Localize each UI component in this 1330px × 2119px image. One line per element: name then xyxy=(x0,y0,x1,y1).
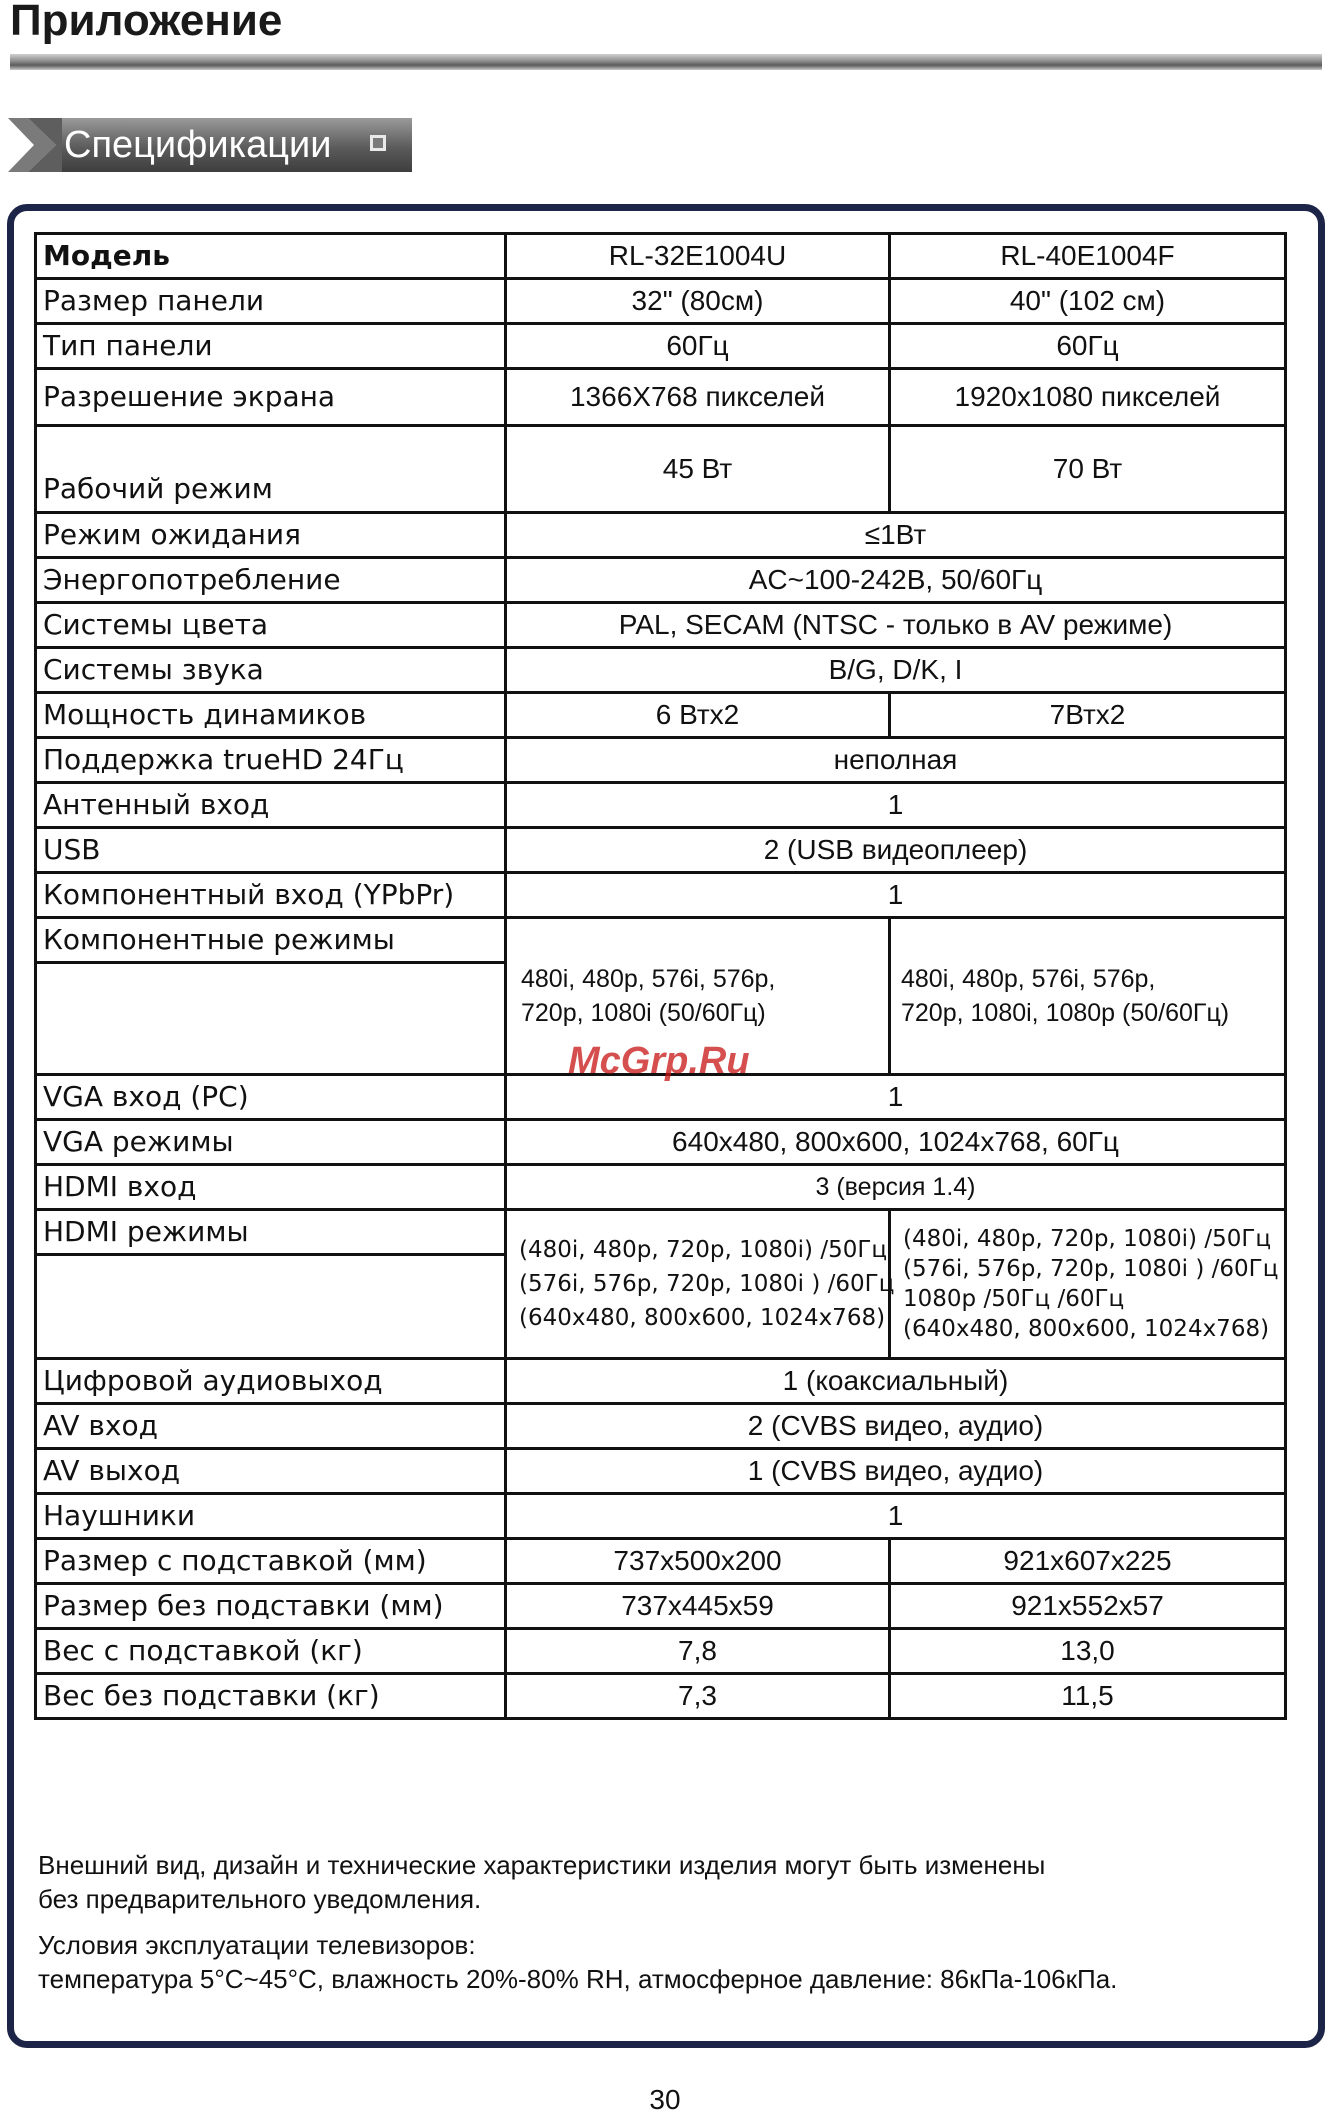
value-a: 1366X768 пикселей xyxy=(506,369,890,426)
hdmi-modes-label: HDMI режимы xyxy=(37,1211,504,1256)
row-label: Системы звука xyxy=(36,648,506,693)
value: 3 (версия 1.4) xyxy=(506,1165,1286,1210)
value-b xyxy=(890,1210,1286,1359)
row-label: Мощность динамиков xyxy=(36,693,506,738)
value-b: 921x552x57 xyxy=(890,1584,1286,1629)
mode-line: 480i, 480p, 576i, 576p, xyxy=(901,965,1156,993)
row-label: Вес без подставки (кг) xyxy=(36,1674,506,1719)
row-label: Размер без подставки (мм) xyxy=(36,1584,506,1629)
value: 1 xyxy=(506,1075,1286,1120)
row-label: Тип панели xyxy=(36,324,506,369)
value: 1 (CVBS видео, аудио) xyxy=(506,1449,1286,1494)
row-label: Размер панели xyxy=(36,279,506,324)
table-row xyxy=(36,279,1286,324)
row-label: Режим ожидания xyxy=(36,513,506,558)
mode-line: 720p, 1080i, 1080p (50/60Гц) xyxy=(901,999,1230,1027)
value-b xyxy=(890,918,1286,1075)
square-icon xyxy=(370,135,386,151)
table-row xyxy=(36,1629,1286,1674)
row-label: Цифровой аудиовыход xyxy=(36,1359,506,1404)
row-label: Поддержка trueHD 24Гц xyxy=(36,738,506,783)
table-row xyxy=(36,324,1286,369)
conditions-title: Условия эксплуатации телевизоров: xyxy=(38,1930,476,1960)
title-rule xyxy=(10,54,1322,70)
value: B/G, D/K, I xyxy=(506,648,1286,693)
value: 2 (USB видеоплеер) xyxy=(506,828,1286,873)
value-b: 70 Вт xyxy=(890,426,1286,513)
spec-table xyxy=(34,232,1287,1720)
mode-line: 1080p /50Гц /60Гц xyxy=(903,1286,1125,1312)
row-label: Антенный вход xyxy=(36,783,506,828)
row-label: Разрешение экрана xyxy=(36,369,506,426)
value: PAL, SECAM (NTSC - только в AV режиме) xyxy=(506,603,1286,648)
table-row xyxy=(36,1539,1286,1584)
page-title: Приложение xyxy=(10,0,283,45)
table-row xyxy=(36,1120,1286,1165)
value-a xyxy=(506,1210,895,1359)
row-label: AV вход xyxy=(36,1404,506,1449)
table-row xyxy=(36,1359,1286,1404)
value: неполная xyxy=(506,738,1286,783)
model-label: Модель xyxy=(36,234,506,279)
mode-line: (640x480, 800x600, 1024x768) xyxy=(519,1305,886,1331)
table-row xyxy=(36,783,1286,828)
value: 640x480, 800x600, 1024x768, 60Гц xyxy=(506,1120,1286,1165)
value: 1 xyxy=(506,1494,1286,1539)
mode-line: 720p, 1080i (50/60Гц) xyxy=(521,999,766,1027)
mode-line: (640x480, 800x600, 1024x768) xyxy=(903,1316,1270,1342)
value-b: 11,5 xyxy=(890,1674,1286,1719)
value-a: 32" (80см) xyxy=(506,279,890,324)
value: AC~100-242В, 50/60Гц xyxy=(506,558,1286,603)
conditions-line: температура 5°С~45°С, влажность 20%-80% RH, атмосферное давление: 86кПа-106кПа. xyxy=(38,1964,1118,1994)
value: 2 (CVBS видео, аудио) xyxy=(506,1404,1286,1449)
mode-line: (480i, 480p, 720p, 1080i) /50Гц xyxy=(903,1226,1272,1252)
component-modes-label: Компонентные режимы xyxy=(37,919,504,964)
page-number: 30 xyxy=(649,2084,681,2115)
table-row xyxy=(36,1449,1286,1494)
row-label: Размер с подставкой (мм) xyxy=(36,1539,506,1584)
value-b: 13,0 xyxy=(890,1629,1286,1674)
row-label: VGA режимы xyxy=(36,1120,506,1165)
mode-line: (576i, 576p, 720p, 1080i ) /60Гц xyxy=(903,1256,1279,1282)
table-row xyxy=(36,369,1286,426)
table-row xyxy=(36,1165,1286,1210)
value-b: 40" (102 см) xyxy=(890,279,1286,324)
row-label: Вес с подставкой (кг) xyxy=(36,1629,506,1674)
table-row xyxy=(36,648,1286,693)
section-banner xyxy=(8,118,412,172)
value-b: 60Гц xyxy=(890,324,1286,369)
watermark: McGrp.Ru xyxy=(568,1040,750,1082)
chevron-right-icon xyxy=(8,118,62,172)
disclaimer-line: Внешний вид, дизайн и технические характеристики изделия могут быть изменены xyxy=(38,1850,1046,1880)
table-row xyxy=(36,426,1286,513)
value-a: 6 Втx2 xyxy=(506,693,890,738)
table-row xyxy=(36,1674,1286,1719)
model-a: RL-32E1004U xyxy=(506,234,890,279)
mode-line: (576i, 576p, 720p, 1080i ) /60Гц xyxy=(519,1271,895,1297)
table-row xyxy=(36,603,1286,648)
value-b: 921x607x225 xyxy=(890,1539,1286,1584)
model-b: RL-40E1004F xyxy=(890,234,1286,279)
value-a: 60Гц xyxy=(506,324,890,369)
row-label: AV выход xyxy=(36,1449,506,1494)
table-row xyxy=(36,1210,1286,1359)
table-row xyxy=(36,1404,1286,1449)
row-label: USB xyxy=(36,828,506,873)
table-row xyxy=(36,1494,1286,1539)
row-label: Системы цвета xyxy=(36,603,506,648)
row-label: Наушники xyxy=(36,1494,506,1539)
row-label: HDMI вход xyxy=(36,1165,506,1210)
table-row xyxy=(36,513,1286,558)
value-a: 7,3 xyxy=(506,1674,890,1719)
row-label: Рабочий режим xyxy=(36,426,506,513)
section-title: Спецификации xyxy=(64,124,332,166)
table-row xyxy=(36,873,1286,918)
table-row xyxy=(36,828,1286,873)
mode-line: 480i, 480p, 576i, 576p, xyxy=(521,965,776,993)
row-label: Энергопотребление xyxy=(36,558,506,603)
table-row xyxy=(36,693,1286,738)
row-label xyxy=(36,1210,506,1359)
value: 1 xyxy=(506,783,1286,828)
value: 1 xyxy=(506,873,1286,918)
value-a: 737x500x200 xyxy=(506,1539,890,1584)
row-label xyxy=(36,918,506,1075)
value: 1 (коаксиальный) xyxy=(506,1359,1286,1404)
value-a: 737x445x59 xyxy=(506,1584,890,1629)
row-label: Компонентный вход (YPbPr) xyxy=(36,873,506,918)
value: ≤1Вт xyxy=(506,513,1286,558)
table-row xyxy=(36,1584,1286,1629)
row-label: VGA вход (PC) xyxy=(36,1075,506,1120)
disclaimer-line: без предварительного уведомления. xyxy=(38,1884,482,1914)
value-b: 1920x1080 пикселей xyxy=(890,369,1286,426)
table-row xyxy=(36,738,1286,783)
mode-line: (480i, 480p, 720p, 1080i) /50Гц xyxy=(519,1237,888,1263)
table-row xyxy=(36,558,1286,603)
value-a: 7,8 xyxy=(506,1629,890,1674)
value-a: 45 Вт xyxy=(506,426,890,513)
table-row xyxy=(36,234,1286,279)
value-b: 7Втx2 xyxy=(890,693,1286,738)
